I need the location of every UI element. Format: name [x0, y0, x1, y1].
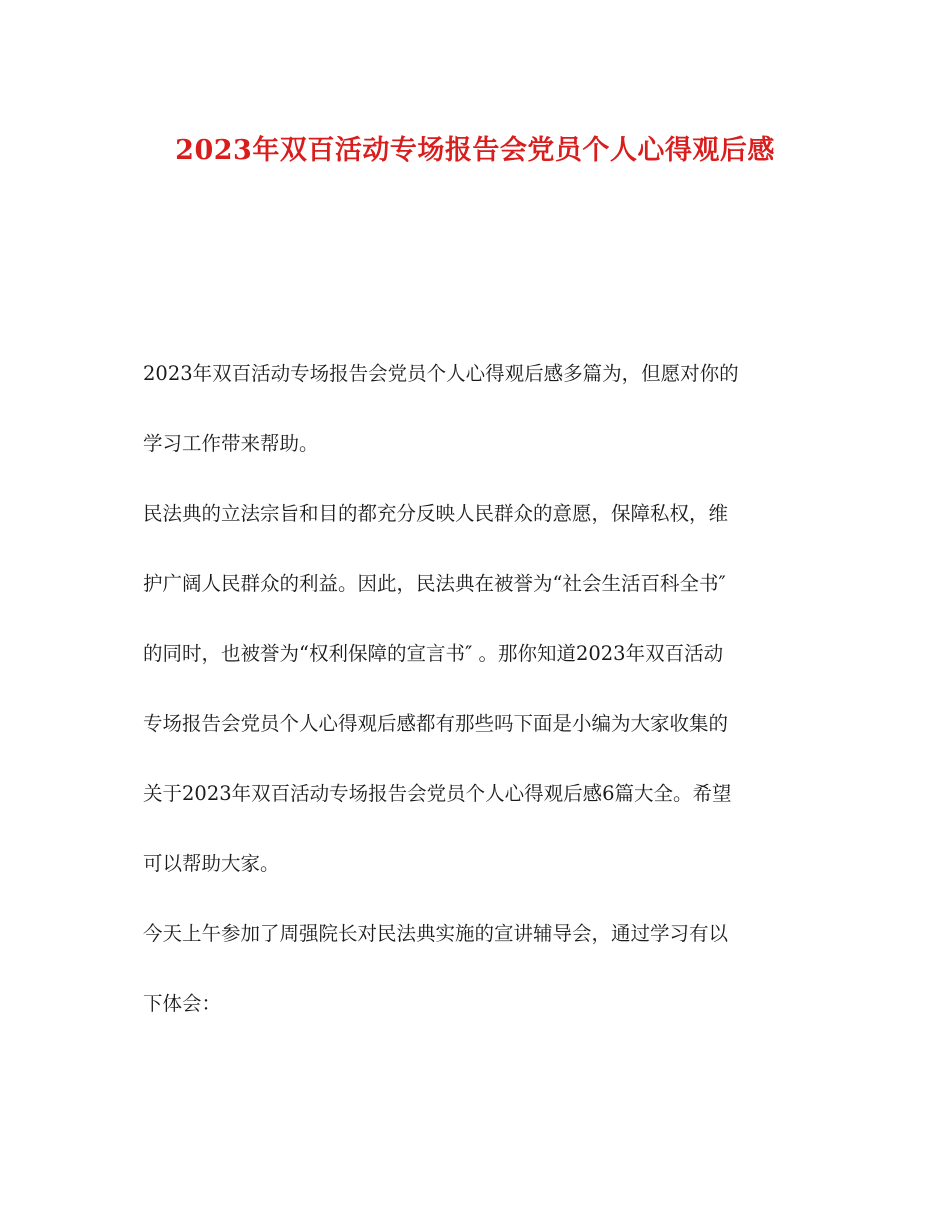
document-title: 2023年双百活动专场报告会党员个人心得观后感	[175, 135, 775, 166]
body-line: 护广阔人民群众的利益。因此，民法典在被誉为“社会生活百科全书″	[143, 572, 726, 595]
document-body	[143, 356, 808, 1056]
body-line: 专场报告会党员个人心得观后感都有那些吗下面是小编为大家收集的	[143, 712, 729, 735]
body-line: 关于2023年双百活动专场报告会党员个人心得观后感6篇大全。希望	[143, 782, 732, 805]
body-line: 民法典的立法宗旨和目的都充分反映人民群众的意愿，保障私权，维	[143, 502, 729, 525]
body-line: 可以帮助大家。	[143, 852, 280, 875]
body-line: 学习工作带来帮助。	[143, 432, 319, 455]
body-line: 的同时，也被誉为“权利保障的宣言书″ 。那你知道2023年双百活动	[143, 642, 724, 665]
body-line: 下体会：	[143, 992, 222, 1015]
body-line: 今天上午参加了周强院长对民法典实施的宣讲辅导会，通过学习有以	[143, 922, 729, 945]
body-line: 2023年双百活动专场报告会党员个人心得观后感多篇为，但愿对你的	[143, 362, 739, 385]
